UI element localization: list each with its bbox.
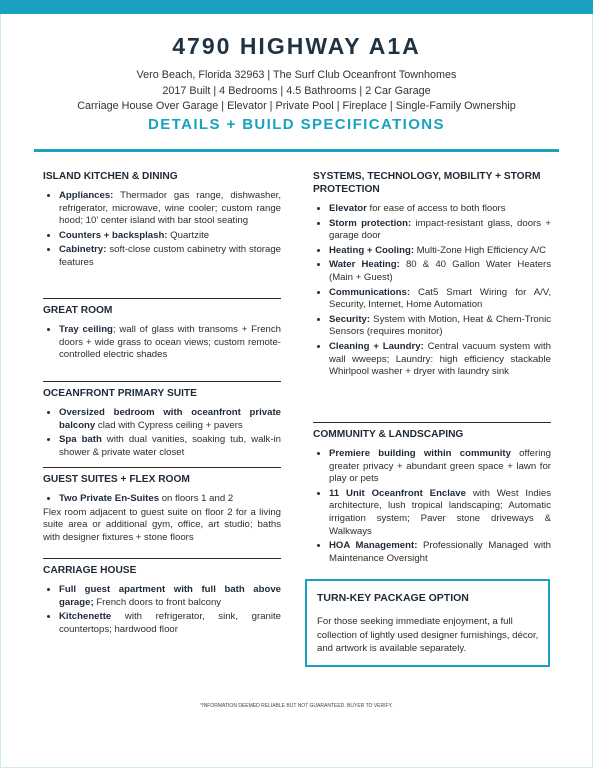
item-text: French doors to front balcony	[93, 596, 222, 608]
item-text: Central vacuum system with wall wweeps; Laundry: high efficiency stackable Whirlpool washer + dryer with laundry sink	[329, 340, 551, 378]
item-text: Multi-Zone High Efficiency A/C	[414, 244, 547, 256]
item-emphasis: Two Private En-Suites	[59, 493, 160, 504]
kitchen-list	[43, 189, 281, 270]
kitchen-title: ISLAND KITCHEN & DINING	[43, 171, 178, 182]
location-line: Vero Beach, Florida 32963 | The Surf Club Oceanfront Townhomes	[136, 69, 457, 81]
carriage-house-section	[43, 558, 281, 636]
community-section	[313, 422, 551, 565]
item-emphasis: Cabinetry:	[59, 244, 107, 256]
item-emphasis: Spa bath	[59, 434, 102, 446]
item-emphasis: Water Heating:	[329, 259, 400, 271]
systems-section	[313, 170, 551, 422]
item-text: for ease of access to both floors	[366, 203, 506, 214]
item-text: with West Indies architecture, lush tropical landscaping; Automatic irrigation system; Paver stone driveways & Walkways	[329, 487, 551, 537]
guest-suites-title: GUEST SUITES + FLEX ROOM	[43, 474, 190, 485]
list-item	[329, 244, 551, 258]
item-text: with dual vanities, soaking tub, walk-in shower & private water closet	[59, 434, 281, 458]
item-emphasis: Communications:	[329, 286, 411, 298]
item-text: clad with Cypress ceiling + pavers	[95, 419, 243, 431]
systems-title: SYSTEMS, TECHNOLOGY, MOBILITY + STORM PROTECTION	[313, 171, 541, 195]
item-emphasis: 11 Unit Oceanfront Enclave	[329, 487, 466, 499]
features-line: Carriage House Over Garage | Elevator | Private Pool | Fireplace | Single-Family Ownership	[77, 100, 516, 112]
item-text: Cat5 Smart Wiring for A/V, Security, Internet, Home Automation	[329, 286, 551, 311]
list-item	[59, 406, 281, 432]
section-heading: DETAILS + BUILD SPECIFICATIONS	[148, 116, 445, 133]
list-item	[329, 340, 551, 379]
item-text: soft-close custom cabinetry with storage features	[59, 244, 281, 268]
item-emphasis: Premiere building within community	[329, 448, 511, 459]
list-item	[59, 229, 281, 243]
item-emphasis: Oversized bedroom with oceanfront private balcony	[59, 407, 281, 431]
item-text: Professionally Managed with Maintenance Oversight	[329, 540, 551, 564]
great-room-title: GREAT ROOM	[43, 305, 113, 316]
primary-suite-list	[43, 406, 281, 459]
turnkey-callout	[305, 579, 550, 667]
great-room-list	[43, 323, 281, 362]
list-item	[59, 492, 281, 506]
guest-suites-paragraph: Flex room adjacent to guest suite on floor 2 for a living suite area or additional gym, office, art studio; baths with designer fixtures + stone floors	[43, 506, 281, 543]
item-emphasis: Counters + backsplash:	[59, 229, 168, 241]
list-item	[59, 610, 281, 636]
item-text: ; wall of glass with transoms + French doors + wide grass to ocean views; custom remote-controlled electric shades	[59, 324, 281, 361]
list-item	[329, 313, 551, 339]
item-text: with refrigerator, sink, granite countertops; hardwood floor	[59, 611, 281, 635]
property-title: 4790 HIGHWAY A1A	[172, 33, 421, 59]
list-item	[329, 487, 551, 538]
list-item	[59, 243, 281, 269]
list-item	[329, 202, 551, 216]
carriage-house-list	[43, 583, 281, 636]
item-emphasis: Storm protection:	[329, 217, 412, 229]
item-text: 80 & 40 Gallon Water Heaters (Main + Guest)	[329, 259, 551, 283]
specs-line: 2017 Built | 4 Bedrooms | 4.5 Bathrooms | 2 Car Garage	[162, 84, 431, 97]
item-emphasis: Heating + Cooling:	[329, 244, 415, 256]
guest-suites-list	[43, 492, 281, 506]
guest-suites-section	[43, 467, 281, 558]
item-text: offering greater privacy + abundant green space + lawn for play or pets	[329, 448, 551, 485]
right-column	[313, 170, 551, 566]
left-column	[43, 170, 281, 637]
community-list	[313, 447, 551, 565]
section-divider	[34, 149, 559, 152]
item-emphasis: Kitchenette	[59, 611, 112, 623]
item-emphasis: Full guest apartment with full bath above garage;	[59, 584, 281, 608]
item-emphasis: Security:	[329, 313, 371, 325]
community-title: COMMUNITY & LANDSCAPING	[313, 429, 464, 440]
item-emphasis: Tray ceiling	[59, 324, 113, 335]
list-item	[59, 583, 281, 609]
carriage-house-title: CARRIAGE HOUSE	[43, 565, 137, 576]
list-item	[329, 539, 551, 565]
item-text: Thermador gas range, dishwasher, refrigerator, microwave, wine cooler; custom range hood; 10' center island with bar stool seating	[59, 190, 281, 227]
systems-list	[313, 202, 551, 379]
list-item	[329, 286, 551, 312]
item-emphasis: Elevator	[329, 203, 367, 214]
item-emphasis: Appliances:	[59, 190, 114, 201]
item-emphasis: Cleaning + Laundry:	[329, 340, 424, 352]
list-item	[59, 189, 281, 228]
primary-suite-section	[43, 381, 281, 467]
item-text: on floors 1 and 2	[159, 493, 234, 504]
list-item	[59, 323, 281, 362]
item-text: System with Motion, Heat & Chem-Tronic Sensors (requires monitor)	[329, 313, 551, 338]
list-item	[329, 217, 551, 243]
kitchen-section	[43, 170, 281, 298]
top-accent-bar	[0, 0, 593, 14]
primary-suite-title: OCEANFRONT PRIMARY SUITE	[43, 388, 197, 399]
list-item	[59, 433, 281, 459]
item-emphasis: HOA Management:	[329, 540, 418, 552]
list-item	[329, 447, 551, 486]
item-text: impact-resistant glass, doors + garage door	[329, 217, 551, 242]
item-text: Quartzite	[167, 229, 210, 241]
turnkey-title: TURN-KEY PACKAGE OPTION	[317, 592, 469, 604]
disclaimer: *INFORMATION DEEMED RELIABLE BUT NOT GUARANTEED. BUYER TO VERIFY.	[200, 703, 393, 709]
header	[0, 32, 593, 115]
great-room-section	[43, 298, 281, 381]
turnkey-text: For those seeking immediate enjoyment, a full collection of lightly used designer furnishings, décor, and artwork is available separately.	[317, 616, 539, 654]
list-item	[329, 258, 551, 284]
